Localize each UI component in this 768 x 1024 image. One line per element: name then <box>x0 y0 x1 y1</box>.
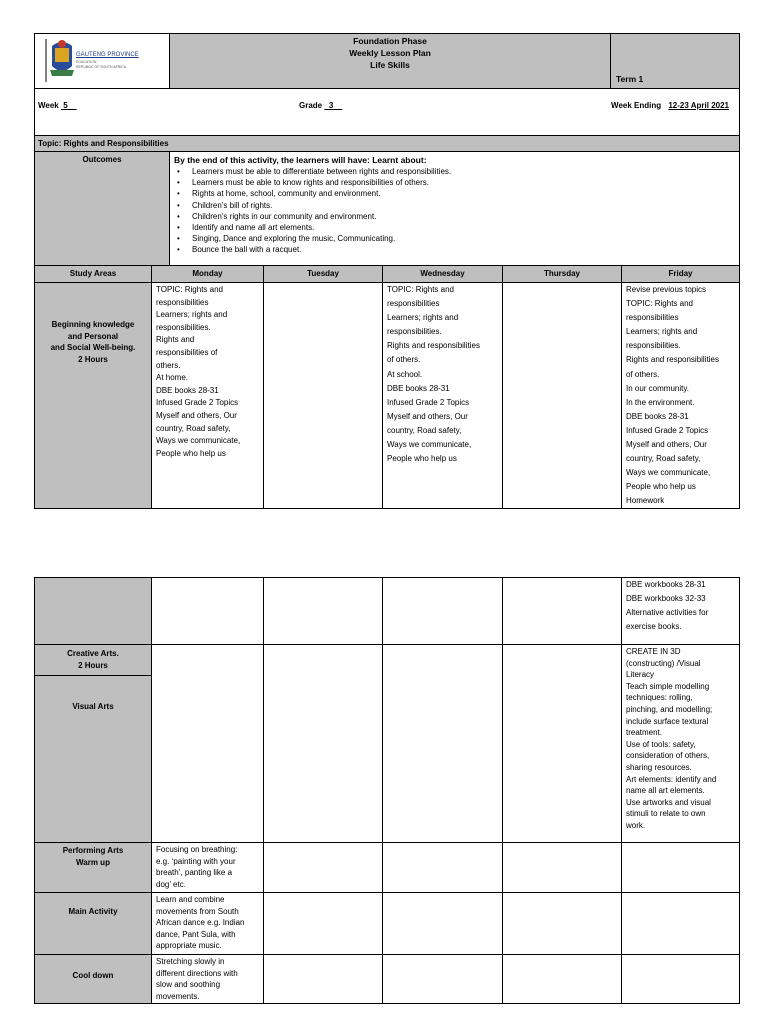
outcome-item: • Children’s rights in our community and environment. <box>192 211 735 222</box>
visual-friday-line: Use of tools: safety, <box>626 739 696 749</box>
main-monday-line: African dance e.g. Indian <box>156 918 245 928</box>
bk-friday-line: DBE books 28-31 <box>626 411 689 421</box>
visual-friday-text <box>626 646 735 832</box>
creative-label-line: Creative Arts. <box>67 649 119 658</box>
bk-friday-line: Homework <box>626 496 665 506</box>
bk-friday-line: of others. <box>626 369 660 379</box>
bk-friday-line: Ways we communicate, <box>626 468 711 478</box>
bk-label-line: and Social Well-being. <box>50 343 136 352</box>
bk-wednesday-line: Rights and responsibilities <box>387 341 480 351</box>
bk-monday-line: responsibilities of <box>156 347 218 357</box>
cont-label-cell <box>34 577 152 645</box>
bk-friday-line: Rights and responsibilities <box>626 355 719 365</box>
visual-thursday-cell <box>502 644 622 843</box>
warmup-label-line: Warm up <box>76 857 110 867</box>
visual-tuesday-cell <box>263 644 383 843</box>
warmup-monday-cell <box>151 842 264 893</box>
warmup-monday-line: e.g. ‘painting with your <box>156 856 236 866</box>
bk-friday-cell <box>621 282 740 509</box>
cont-thursday-cell <box>502 577 622 645</box>
bk-wednesday-line: Ways we communicate, <box>387 440 472 450</box>
bk-monday-text <box>156 284 259 460</box>
warmup-thursday-cell <box>502 842 622 893</box>
visual-friday-cell <box>621 644 740 843</box>
cool-monday-cell <box>151 954 264 1004</box>
outcome-item: • Identify and name all art elements. <box>192 222 735 233</box>
main-monday-line: Learn and combine <box>156 895 225 904</box>
warmup-label-line: Performing Arts <box>62 846 124 855</box>
bk-friday-line: Infused Grade 2 Topics <box>626 425 709 435</box>
visual-friday-line: work. <box>626 820 646 830</box>
logo-country: REPUBLIC OF SOUTH AFRICA <box>76 65 127 69</box>
bk-wednesday-line: of others. <box>387 355 421 365</box>
cont-friday-cell <box>621 577 740 645</box>
bk-label-line: 2 Hours <box>78 354 108 364</box>
bk-wednesday-line: People who help us <box>387 454 457 464</box>
col-header-study-areas: Study Areas <box>34 265 152 283</box>
logo-text <box>76 52 139 69</box>
title-line-2: Weekly Lesson Plan <box>349 48 431 58</box>
info-row <box>34 88 740 136</box>
outcome-item: • Children’s bill of rights. <box>192 200 735 211</box>
main-thursday-cell <box>502 892 622 955</box>
bk-friday-line: country, Road safety, <box>626 454 701 464</box>
cont-tuesday-cell <box>263 577 383 645</box>
outcomes-intro: By the end of this activity, the learners will have: Learnt about: <box>174 155 427 165</box>
cool-monday-line: movements. <box>156 991 200 1001</box>
cont-wednesday-cell <box>382 577 503 645</box>
bk-monday-line: Myself and others, Our <box>156 410 237 420</box>
week-label: Week <box>38 101 59 110</box>
cool-monday-line: different directions with <box>156 968 238 978</box>
creative-label-line: 2 Hours <box>78 660 108 670</box>
col-header-thursday: Thursday <box>502 265 622 283</box>
warmup-monday-line: Focusing on breathing: <box>156 845 238 854</box>
col-header-wednesday: Wednesday <box>382 265 503 283</box>
visual-friday-line: Use artworks and visual <box>626 797 711 807</box>
visual-label-cell <box>34 675 152 843</box>
cont-friday-line: DBE workbooks 32-33 <box>626 594 706 603</box>
bk-friday-line: People who help us <box>626 482 696 492</box>
cool-label-cell <box>34 954 152 1004</box>
warmup-label-cell <box>34 842 152 893</box>
bk-wednesday-line: At school. <box>387 369 423 379</box>
outcome-item: • Learners must be able to differentiate between rights and responsibilities. <box>192 166 735 177</box>
outcomes-label: Outcomes <box>82 155 122 164</box>
main-wednesday-cell <box>382 892 503 955</box>
main-monday-line: movements from South <box>156 906 239 916</box>
visual-wednesday-cell <box>382 644 503 843</box>
bk-monday-line: others. <box>156 360 181 370</box>
topic-text: Topic: Rights and Responsibilities <box>38 139 169 148</box>
grade-label: Grade <box>299 101 323 110</box>
cont-friday-line: DBE workbooks 28-31 <box>626 580 706 589</box>
visual-friday-line: treatment. <box>626 728 663 738</box>
visual-friday-line: include surface textural <box>626 716 709 726</box>
outcome-item: • Learners must be able to know rights and responsibilities of others. <box>192 177 735 188</box>
bk-friday-line: responsibilities <box>626 313 679 323</box>
bk-friday-line: responsibilities. <box>626 341 681 351</box>
visual-friday-line: name all art elements. <box>626 786 705 796</box>
visual-friday-line: CREATE IN 3D <box>626 647 681 656</box>
cool-tuesday-cell <box>263 954 383 1004</box>
bk-monday-line: Rights and <box>156 335 195 345</box>
main-monday-text <box>156 894 259 952</box>
title-line-1: Foundation Phase <box>353 36 427 46</box>
term-label: Term 1 <box>616 74 644 84</box>
bk-label-line: and Personal <box>67 331 119 341</box>
cool-monday-text <box>156 956 259 1002</box>
logo-title: GAUTENG PROVINCE <box>76 52 139 58</box>
visual-friday-line: Art elements: identify and <box>626 774 717 784</box>
bk-monday-line: responsibilities. <box>156 322 211 332</box>
bk-monday-line: DBE books 28-31 <box>156 385 219 395</box>
main-label-cell <box>34 892 152 955</box>
bk-wednesday-line: Infused Grade 2 Topics <box>387 397 470 407</box>
cont-friday-line: exercise books. <box>626 622 682 631</box>
creative-label-cell <box>34 644 152 676</box>
visual-friday-line: consideration of others, <box>626 751 710 761</box>
title-line-3: Life Skills <box>370 60 410 70</box>
visual-monday-cell <box>151 644 264 843</box>
week-ending-label: Week Ending <box>611 101 662 110</box>
bk-friday-line: Learners; rights and <box>626 327 698 337</box>
main-monday-line: appropriate music. <box>156 941 222 951</box>
cool-monday-line: slow and soothing <box>156 980 221 990</box>
visual-friday-line: techniques: rolling, <box>626 693 693 703</box>
term-cell <box>610 33 740 89</box>
visual-friday-line: stimuli to relate to own <box>626 809 706 819</box>
outcome-item: • Bounce the ball with a racquet. <box>192 244 735 255</box>
bk-friday-line: Revise previous topics <box>626 285 707 294</box>
cool-wednesday-cell <box>382 954 503 1004</box>
outcomes-label-cell <box>34 151 170 266</box>
warmup-monday-line: dog’ etc. <box>156 879 186 889</box>
bk-wednesday-text <box>387 283 498 466</box>
col-header-friday: Friday <box>621 265 740 283</box>
bk-label-cell <box>34 282 152 509</box>
bk-monday-line: country, Road safety, <box>156 423 231 433</box>
outcomes-list <box>174 166 735 256</box>
main-friday-cell <box>621 892 740 955</box>
warmup-wednesday-cell <box>382 842 503 893</box>
main-tuesday-cell <box>263 892 383 955</box>
bk-wednesday-line: DBE books 28-31 <box>387 383 450 393</box>
warmup-monday-text <box>156 844 259 890</box>
bk-friday-line: Myself and others, Our <box>626 440 707 450</box>
warmup-monday-line: breath’, panting like a <box>156 868 233 878</box>
logo-subtitle: EDUCATION <box>76 60 97 64</box>
bk-friday-line: TOPIC: Rights and <box>626 299 693 309</box>
bk-monday-line: Ways we communicate, <box>156 436 241 446</box>
visual-friday-line: pinching, and modelling; <box>626 704 713 714</box>
bk-friday-line: In our community. <box>626 383 689 393</box>
bk-monday-line: Infused Grade 2 Topics <box>156 398 239 408</box>
bk-monday-line: People who help us <box>156 448 226 458</box>
cool-label: Cool down <box>72 971 114 980</box>
main-label: Main Activity <box>68 907 118 916</box>
bk-wednesday-line: country, Road safety, <box>387 425 462 435</box>
col-header-tuesday: Tuesday <box>263 265 383 283</box>
cool-monday-line: Stretching slowly in <box>156 957 225 966</box>
week-value: 5 <box>63 101 68 110</box>
main-monday-line: dance, Pant Sula, with <box>156 929 236 939</box>
bk-wednesday-cell <box>382 282 503 509</box>
outcomes-content-cell <box>169 151 740 266</box>
grade-value: 3 <box>328 101 334 110</box>
bk-monday-line: TOPIC: Rights and <box>156 285 223 294</box>
bk-label-line: Beginning knowledge <box>51 320 135 329</box>
visual-friday-line: (constructing) /Visual <box>626 658 701 668</box>
cool-friday-cell <box>621 954 740 1004</box>
cool-thursday-cell <box>502 954 622 1004</box>
outcome-item: • Singing, Dance and exploring the music, Communicating. <box>192 233 735 244</box>
title-cell <box>169 33 611 89</box>
visual-label: Visual Arts <box>72 702 114 711</box>
topic-row <box>34 135 740 152</box>
bk-monday-line: Learners; rights and <box>156 310 228 320</box>
bk-thursday-cell <box>502 282 622 509</box>
outcome-item: • Rights at home, school, community and environment. <box>192 188 735 199</box>
warmup-friday-cell <box>621 842 740 893</box>
bk-wednesday-line: responsibilities <box>387 299 440 309</box>
col-header-monday: Monday <box>151 265 264 283</box>
bk-wednesday-line: Myself and others, Our <box>387 411 468 421</box>
bk-wednesday-line: responsibilities. <box>387 327 442 337</box>
bk-monday-line: responsibilities <box>156 297 209 307</box>
visual-friday-line: Teach simple modelling <box>626 681 710 691</box>
main-monday-cell <box>151 892 264 955</box>
bk-wednesday-line: TOPIC: Rights and <box>387 285 454 294</box>
cont-monday-cell <box>151 577 264 645</box>
week-ending-value: 12-23 April 2021 <box>668 101 729 110</box>
visual-friday-line: Literacy <box>626 670 655 680</box>
warmup-tuesday-cell <box>263 842 383 893</box>
cont-friday-line: Alternative activities for <box>626 608 709 617</box>
bk-friday-text <box>626 283 735 509</box>
bk-wednesday-line: Learners; rights and <box>387 313 459 323</box>
bk-monday-cell <box>151 282 264 509</box>
visual-friday-line: sharing resources. <box>626 762 692 772</box>
bk-tuesday-cell <box>263 282 383 509</box>
bk-friday-line: In the environment. <box>626 397 695 407</box>
bk-monday-line: At home. <box>156 373 189 383</box>
cont-friday-text <box>626 578 735 634</box>
